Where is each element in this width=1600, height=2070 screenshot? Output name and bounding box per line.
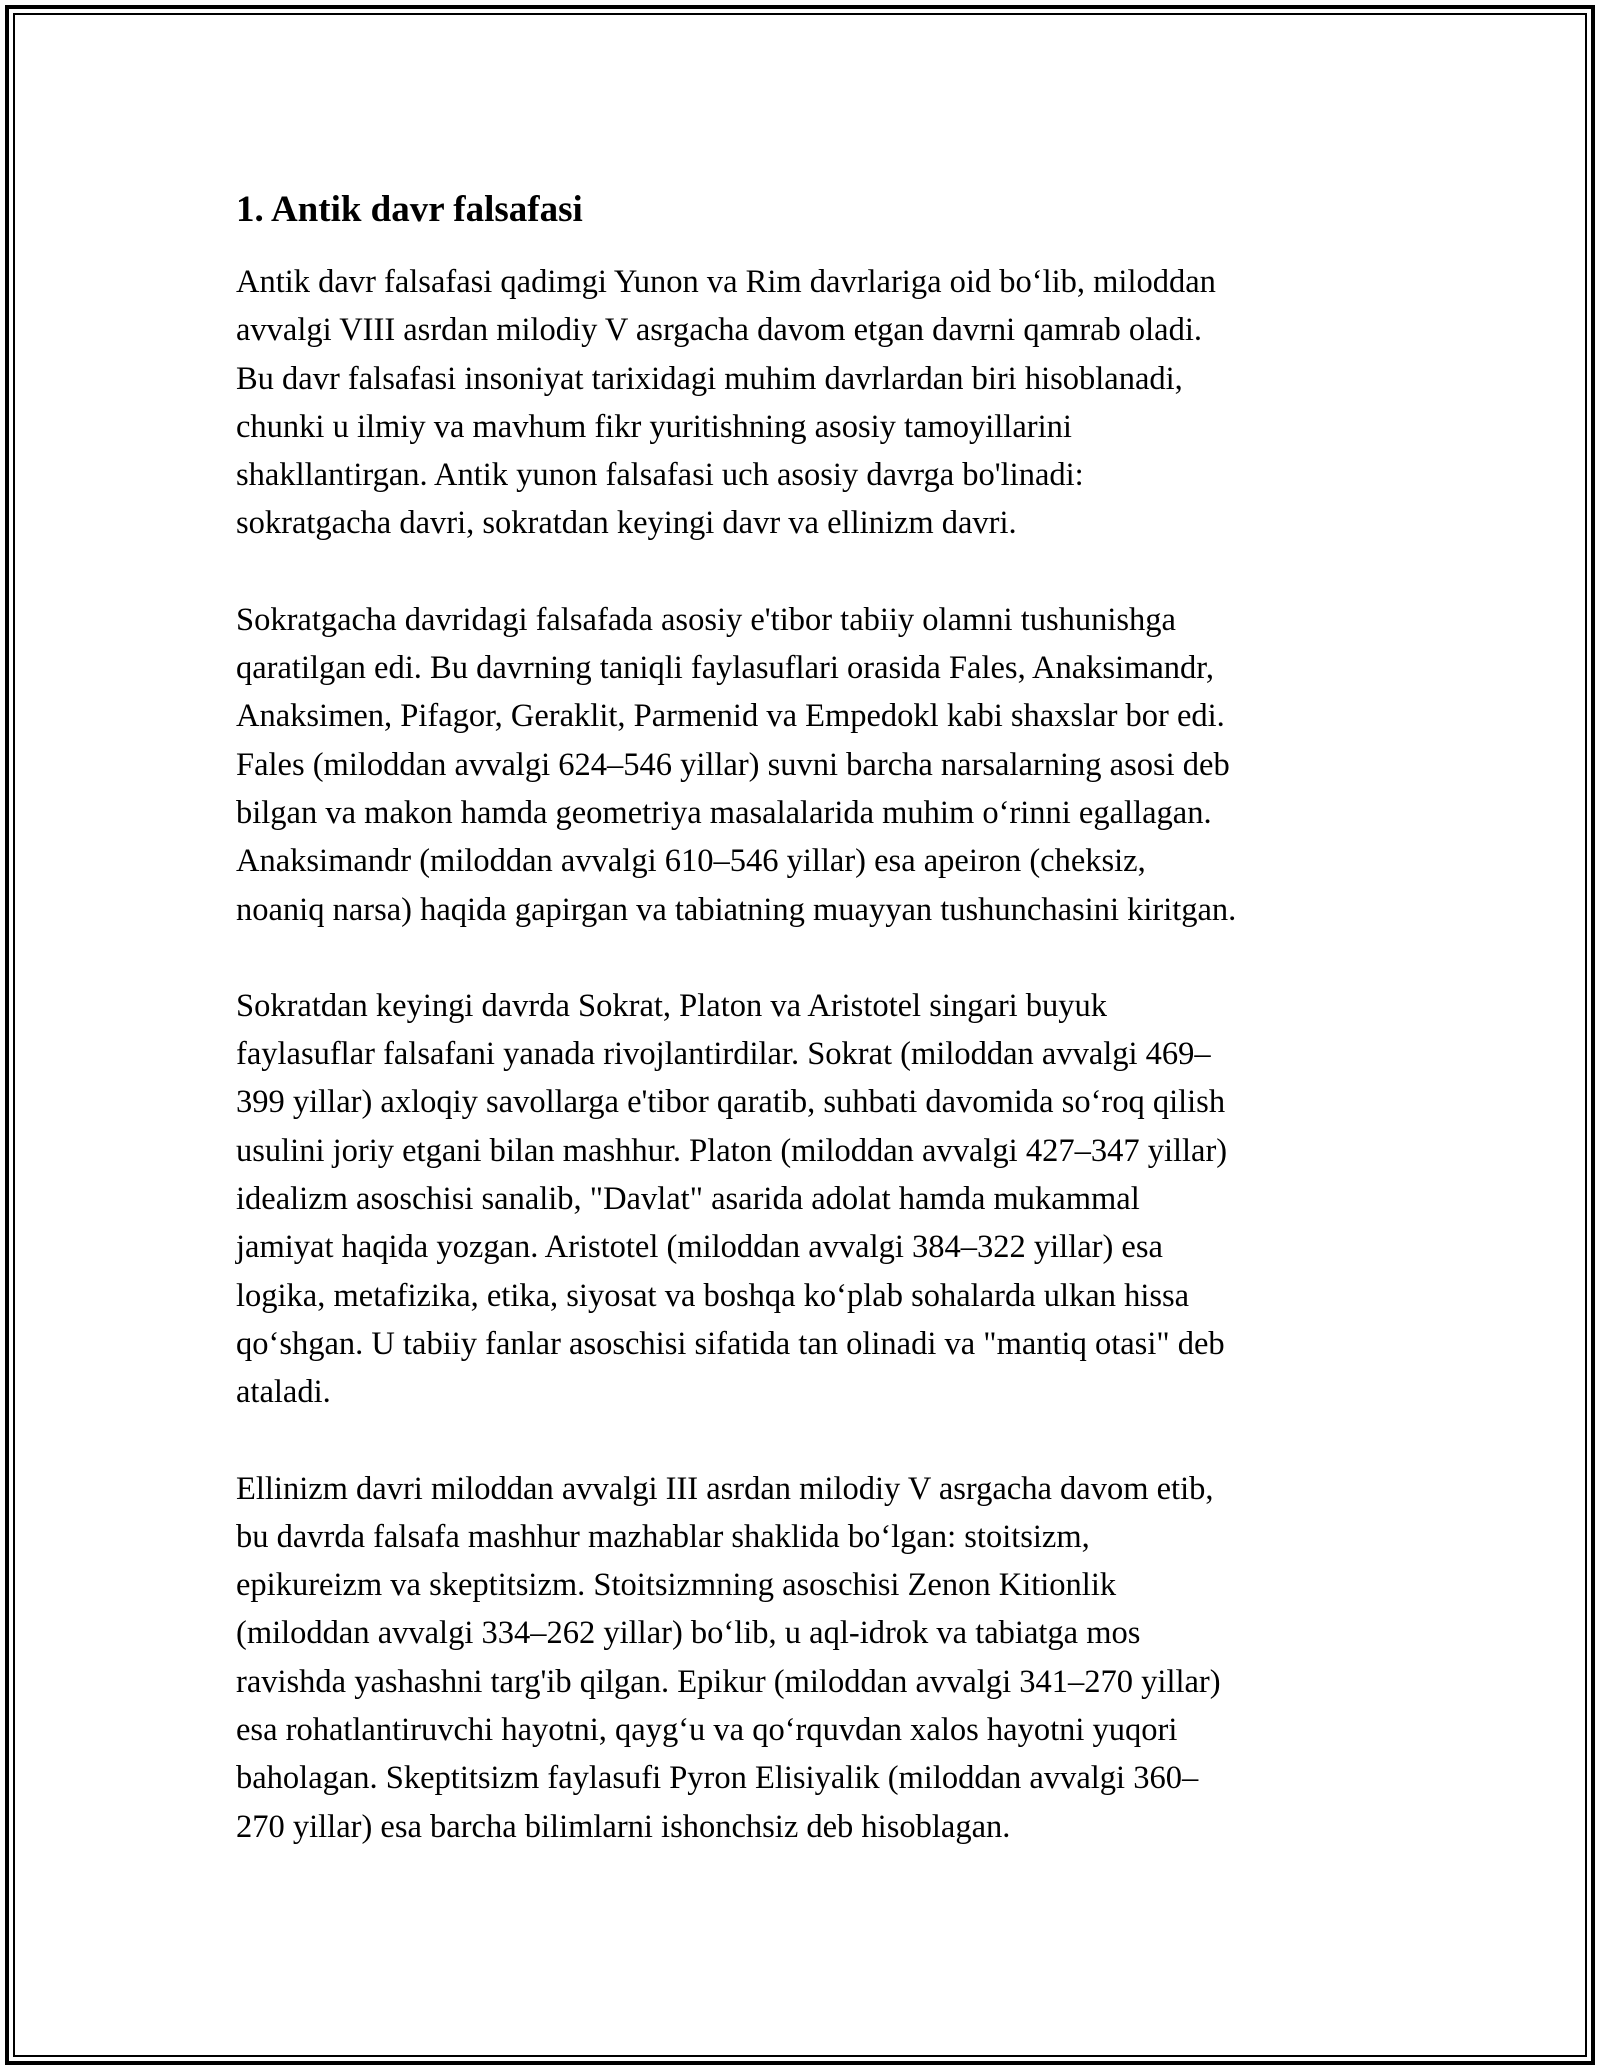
paragraph-hellenistic: Ellinizm davri miloddan avvalgi III asrdan milodiy V asrgacha davom etib, bu davrda falsafa mashhur mazhablar shaklida bo‘lgan: stoitsizm, epikureizm va skeptitsizm. Stoitsizmning asoschisi Zenon Kitionlik (miloddan avvalgi 334–262 yillar) bo‘lib, u aql-idrok va tabiatga mos ravishda yashashni targ'ib qilgan. Epikur (miloddan avvalgi 341–270 yillar) esa rohatlantiruvchi hayotni, qayg‘u va qo‘rquvdan xalos hayotni yuqori baholagan. Skeptitsizm faylasufi Pyron Elisiyalik (miloddan avvalgi 360– 270 yillar) esa barcha bilimlarni ishonchsiz deb hisoblagan. [236,1470,1221,1845]
paragraph-intro: Antik davr falsafasi qadimgi Yunon va Rim davrlariga oid bo‘lib, miloddan avvalgi VIII asrdan milodiy V asrgacha davom etgan davrni qamrab oladi. Bu davr falsafasi insoniyat tarixidagi muhim davrlardan biri hisoblanadi, chunki u ilmiy va mavhum fikr yuritishning asosiy tamoyillarini shakllantirgan. Antik yunon falsafasi uch asosiy davrga bo'linadi: sokratgacha davri, sokratdan keyingi davr va ellinizm davri. [236,264,1216,542]
document-body [236,186,1386,1851]
paragraph-presocratic: Sokratgacha davridagi falsafada asosiy e'tibor tabiiy olamni tushunishga qaratilgan edi. Bu davrning taniqli faylasuflari orasida Fales, Anaksimandr, Anaksimen, Pifagor, Geraklit, Parmenid va Empedokl kabi shaxslar bor edi. Fales (miloddan avvalgi 624–546 yillar) suvni barcha narsalarning asosi deb bilgan va makon hamda geometriya masalalarida muhim o‘rinni egallagan. Anaksimandr (miloddan avvalgi 610–546 yillar) esa apeiron (cheksiz, noaniq narsa) haqida gapirgan va tabiatning muayyan tushunchasini kiritgan. [236,601,1237,928]
paragraph-postsocratic: Sokratdan keyingi davrda Sokrat, Platon va Aristotel singari buyuk faylasuflar falsafani yanada rivojlantirdilar. Sokrat (miloddan avvalgi 469– 399 yillar) axloqiy savollarga e'tibor qaratib, suhbati davomida so‘roq qilish usulini joriy etgani bilan mashhur. Platon (miloddan avvalgi 427–347 yillar) idealizm asoschisi sanalib, "Davlat" asarida adolat hamda mukammal jamiyat haqida yozgan. Aristotel (miloddan avvalgi 384–322 yillar) esa logika, metafizika, etika, siyosat va boshqa ko‘plab sohalarda ulkan hissa qo‘shgan. U tabiiy fanlar asoschisi sifatida tan olinadi va "mantiq otasi" deb ataladi. [236,987,1228,1411]
section-heading: 1. Antik davr falsafasi [236,189,583,230]
